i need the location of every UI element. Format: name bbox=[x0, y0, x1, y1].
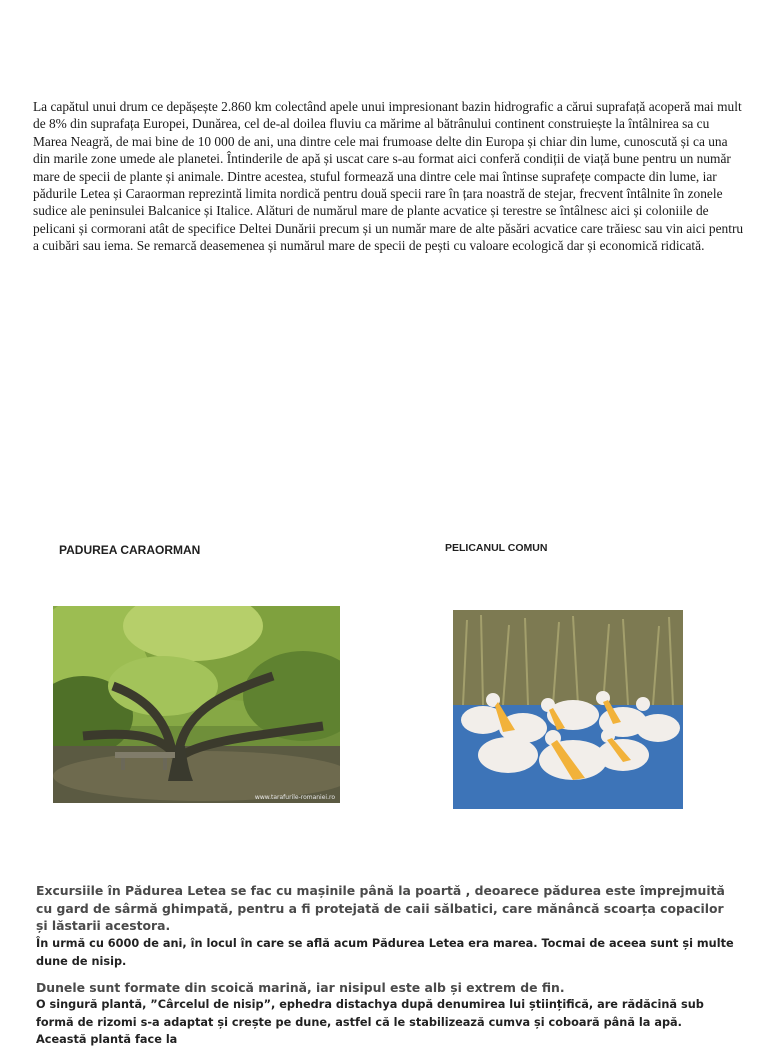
intro-paragraph: La capătul unui drum ce depășește 2.860 km colectând apele unui impresionant bazin hidrografic a cărui suprafață acoperă mai mult de 8% din suprafața Europei, Dunărea, cel de-al doilea fluviu ca mărime al bătrânului continent construiește la întâlnirea sa cu Marea Neagră, de mai bine de 10 000 de ani, una dintre cele mai frumoase delte din Europa și chiar din lume, cunoscută și ca una din marile zone umede ale planetei. Întinderile de apă și uscat care s-au format aici conferă condiții de viață bune pentru un număr mare de specii de plante și animale. Dintre acestea, stuful formează una dintre cele mai întinse suprafețe compacte din lume, iar pădurile Letea și Caraorman reprezintă limita nordică pentru două specii rare în țara noastră de stejar, frecvent întâlnite în zonele sudice ale peninsulei Balcanice și Italice. Alături de numărul mare de plante acvatice și terestre se întâlnesc aici și coloniile de pelicani și cormorani atât de specifice Deltei Dunării precum și un număr mare de alte păsări acvatice care trăiesc sau vin aici pentru a cuibări sau iema. Se remarcă deasemenea și numărul mare de specii de pești cu valoare ecologică dar și economică ridicată. bbox=[33, 99, 744, 254]
photo-watermark: www.tarafurile-romaniei.ro bbox=[254, 794, 335, 801]
paragraph-sand-plant: O singură plantă, ”Cârcelul de nisip”, ephedra distachya după denumirea lui științifică, are rădăcină sub formă de rizomi s-a adaptat și crește pe dune, astfel că le stabilizează cumva și coboară până la apă. Această plantă face la bbox=[36, 998, 704, 1047]
caraorman-forest-photo bbox=[53, 606, 340, 803]
paragraph-dunes: Dunele sunt formate din scoică marină, iar nisipul este alb și extrem de fin. bbox=[36, 980, 565, 995]
caption-common-pelican: PELICANUL COMUN bbox=[445, 542, 548, 554]
caption-caraorman-forest: PADUREA CARAORMAN bbox=[59, 543, 201, 557]
common-pelican-photo bbox=[453, 610, 683, 809]
paragraph-letea-history: În urmă cu 6000 de ani, în locul în care se află acum Pădurea Letea era marea. Tocmai de aceea sunt și multe dune de nisip. bbox=[36, 937, 734, 968]
paragraph-letea-excursions: Excursiile în Pădurea Letea se fac cu mașinile până la poartă , deoarece pădurea este împrejmuită cu gard de sârmă ghimpată, pentru a fi protejată de caii sălbatici, care mănâncă scoarța copacilor și lăstarii acestora. bbox=[36, 883, 725, 934]
